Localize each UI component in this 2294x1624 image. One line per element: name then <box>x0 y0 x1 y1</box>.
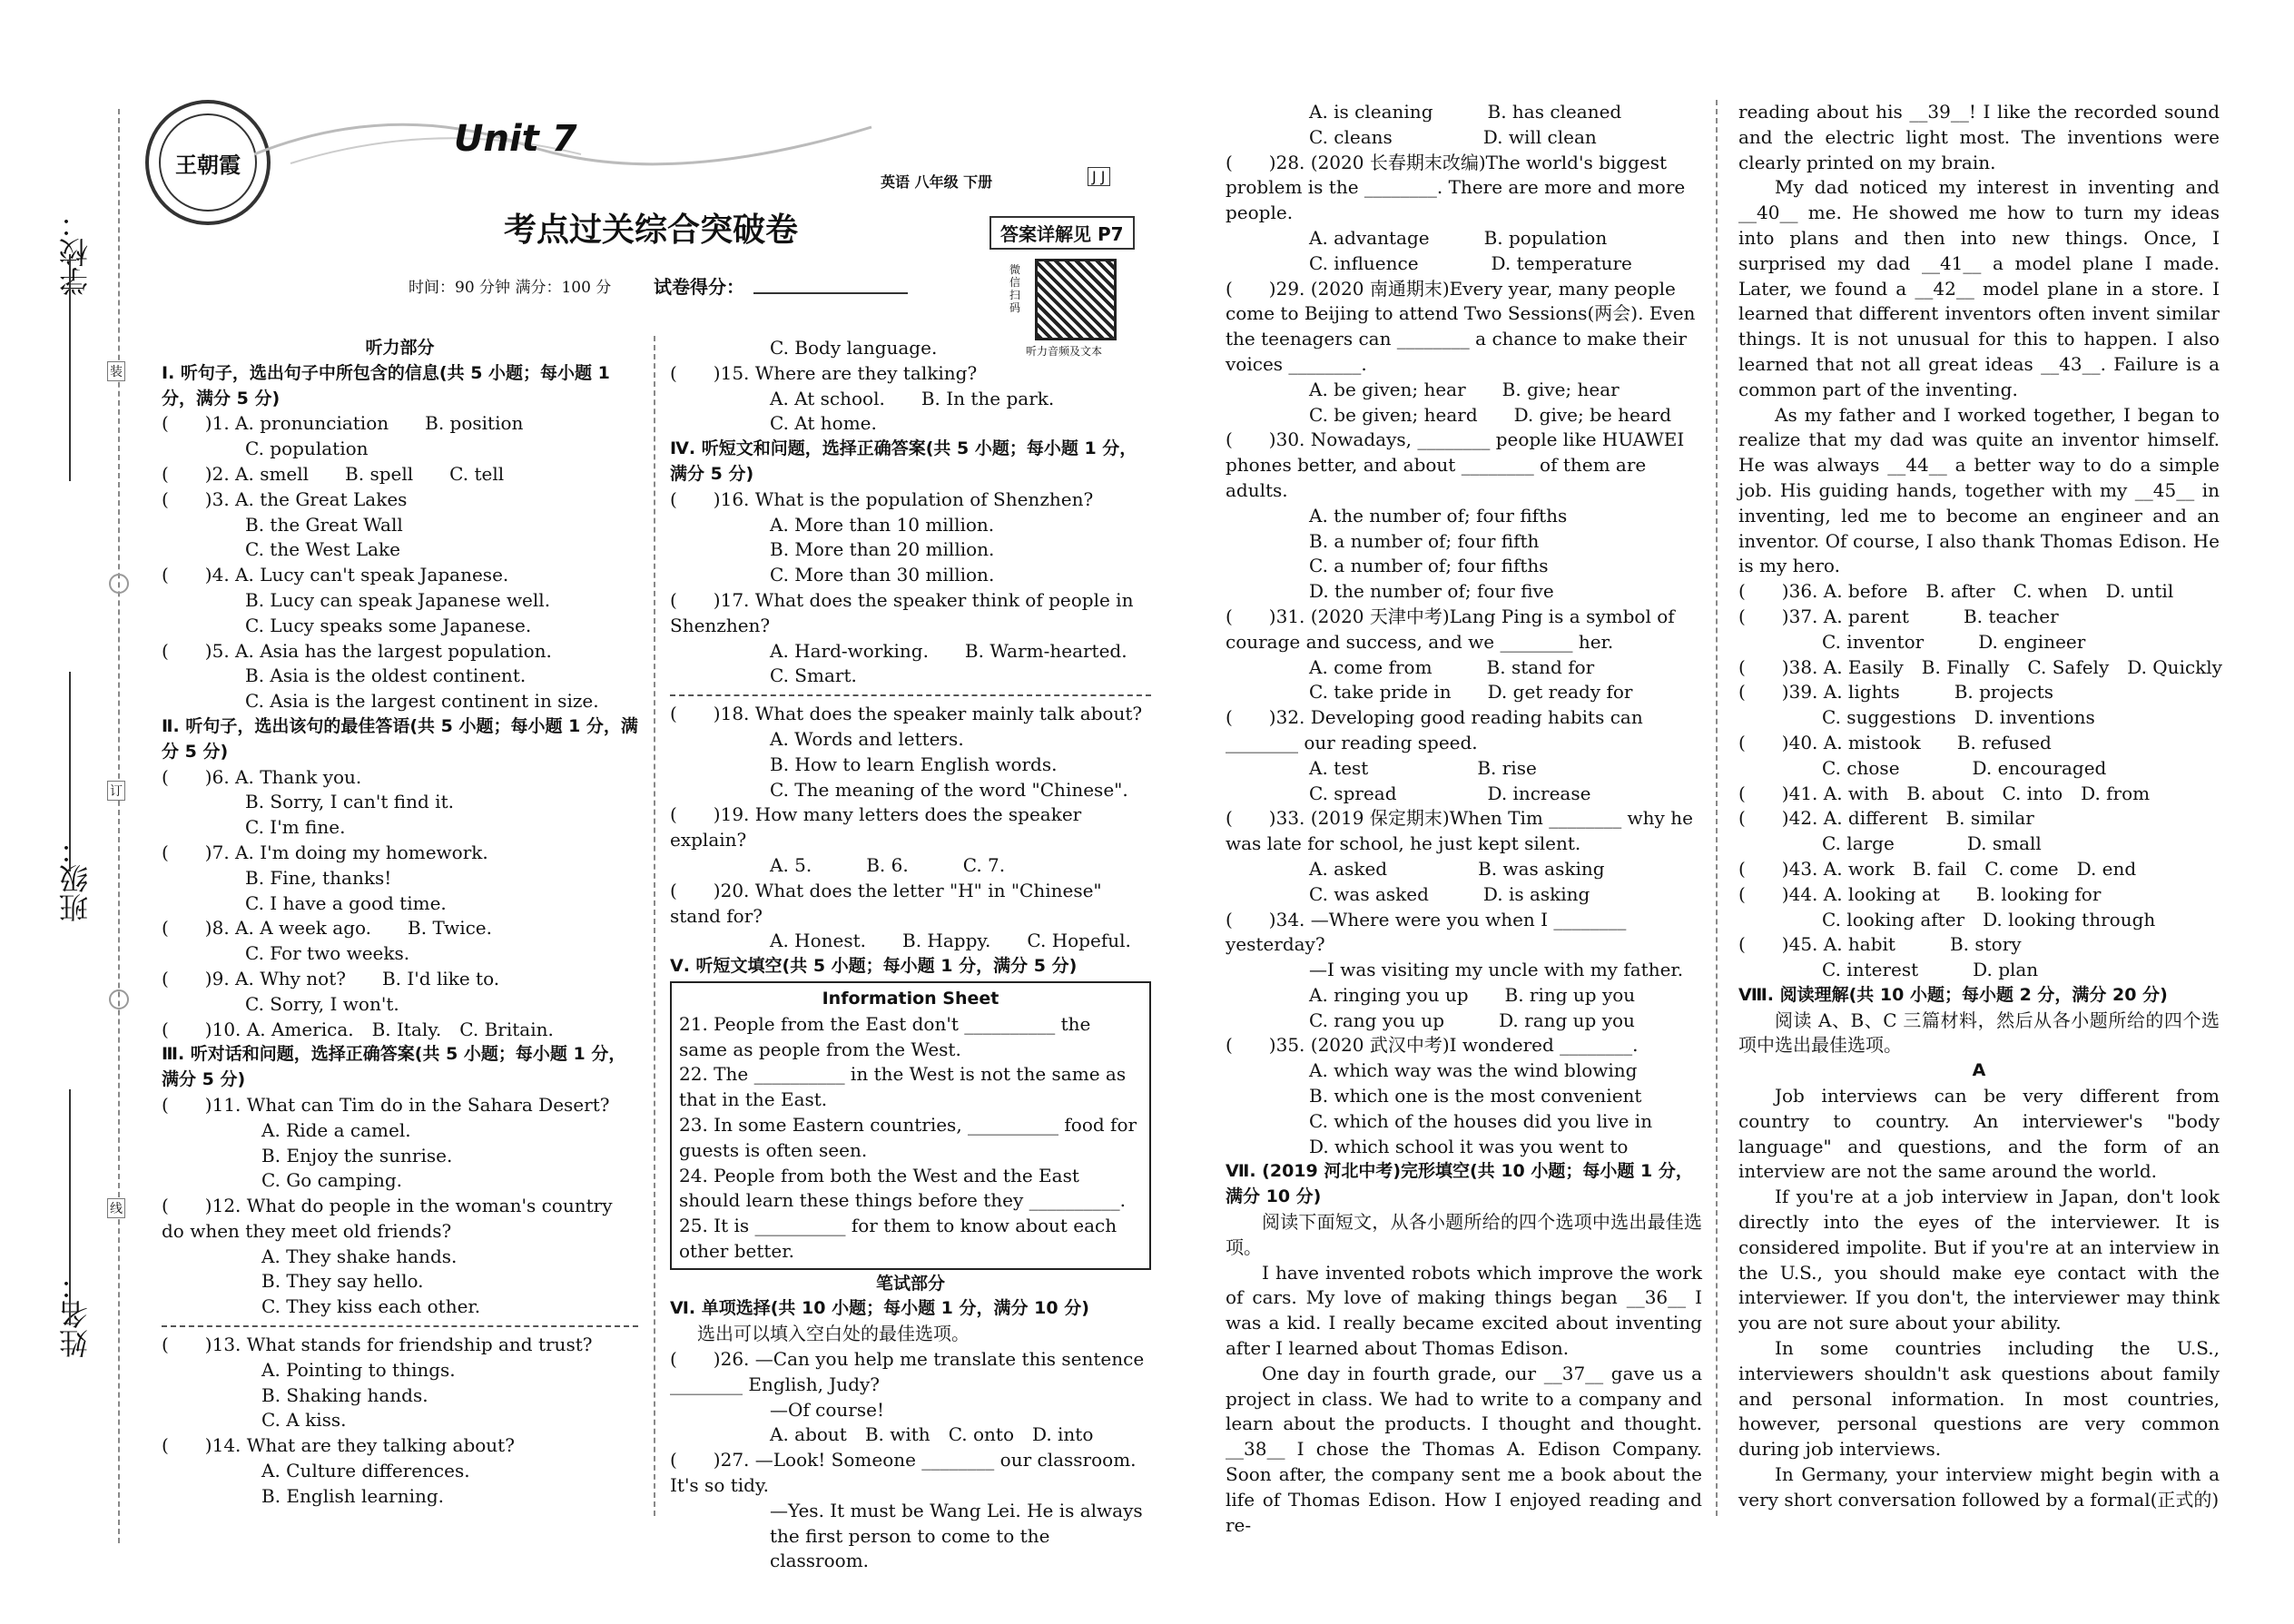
option[interactable]: B. the Great Wall <box>245 513 403 536</box>
qr-code-icon[interactable] <box>1035 259 1117 340</box>
question-4[interactable]: ( )4. A. Lucy can't speak Japanese. <box>162 564 509 586</box>
option[interactable]: C. I'm fine. <box>245 816 346 839</box>
question-13[interactable]: ( )13. What stands for friendship and trust? <box>162 1334 593 1356</box>
unit-title: Unit 7 <box>454 118 577 160</box>
qr-caption: 听力音频及文本 <box>1026 345 1103 358</box>
answer-reference: 答案详解见 P7 <box>989 216 1135 250</box>
passage-paragraph: My dad noticed my interest in inventing and __40__ me. He showed me how to turn my ideas into plans and then into new things. Once, I surprised my dad __41__ a model plane I made. Later, we found a __42__ model plane in a store. I learned that different inventors often invent similar things. It is not unusual for this to happen. I also learned that not all great ideas __43__. Failure is a common part of the inventing. <box>1738 176 2220 400</box>
question-20[interactable]: ( )20. What does the letter "H" in "Chinese" stand for? <box>670 879 1102 927</box>
option[interactable]: A. test B. rise <box>1309 756 1537 779</box>
question-44[interactable]: ( )44. A. looking at B. looking for <box>1738 882 2102 905</box>
binding-line <box>118 109 120 1543</box>
question-8[interactable]: ( )8. A. A week ago. B. Twice. <box>162 917 492 940</box>
option[interactable]: C. I have a good time. <box>245 891 447 914</box>
name-label: 姓名： <box>58 1271 93 1358</box>
binding-mark-2: 订 <box>107 781 125 801</box>
option[interactable]: B. which one is the most convenient <box>1309 1085 1642 1107</box>
option[interactable]: A. Words and letters. <box>770 727 964 750</box>
score-label: 试卷得分： <box>654 276 744 298</box>
option[interactable]: C. A kiss. <box>261 1409 347 1432</box>
option[interactable]: A. come from B. stand for <box>1309 655 1595 678</box>
question-3[interactable]: ( )3. A. the Great Lakes <box>162 487 408 510</box>
section-heading: Ⅰ. 听句子，选出句子中所包含的信息(共 5 小题；每小题 1 分，满分 5 分) <box>162 362 610 408</box>
option[interactable]: C. chose D. encouraged <box>1822 756 2107 779</box>
option[interactable]: B. English learning. <box>261 1484 445 1507</box>
blank-24[interactable]: 24. People from both the West and the East should learn these things before they __________. <box>679 1164 1127 1212</box>
option[interactable]: B. Asia is the oldest continent. <box>245 664 527 687</box>
option[interactable]: B. More than 20 million. <box>770 538 995 561</box>
option[interactable]: C. They kiss each other. <box>261 1295 481 1318</box>
question-19[interactable]: ( )19. How many letters does the speaker explain? <box>670 803 1082 851</box>
option[interactable]: C. For two weeks. <box>245 942 410 965</box>
question-10[interactable]: ( )10. A. America. B. Italy. C. Britain. <box>162 1018 554 1040</box>
question-27[interactable]: ( )27. —Look! Someone ________ our classroom. It's so tidy. <box>670 1449 1137 1497</box>
question-6[interactable]: ( )6. A. Thank you. <box>162 765 362 788</box>
option[interactable]: C. Lucy speaks some Japanese. <box>245 614 532 636</box>
option[interactable]: D. the number of; four five <box>1309 580 1554 603</box>
option[interactable]: C. take pride in D. get ready for <box>1309 681 1633 704</box>
school-label: 学校： <box>58 209 93 296</box>
question-31[interactable]: ( )31. (2020 天津中考)Lang Ping is a symbol of courage and success, and we ________ her. <box>1226 605 1675 653</box>
option[interactable]: A. Pointing to things. <box>261 1358 456 1381</box>
option[interactable]: C. was asked D. is asking <box>1309 882 1590 905</box>
question-40[interactable]: ( )40. A. mistook B. refused <box>1738 731 2052 753</box>
question-18[interactable]: ( )18. What does the speaker mainly talk about? <box>670 703 1143 725</box>
class-field[interactable] <box>69 672 71 871</box>
option[interactable]: C. large D. small <box>1822 832 2042 855</box>
option[interactable]: C. interest D. plan <box>1822 959 2039 981</box>
option[interactable]: B. They say hello. <box>261 1270 424 1293</box>
option[interactable]: B. Fine, thanks! <box>245 866 392 889</box>
option[interactable]: B. Lucy can speak Japanese well. <box>245 588 551 611</box>
option[interactable]: C. the West Lake <box>245 538 400 561</box>
passage-paragraph: As my father and I worked together, I began to realize that my dad was quite an inventor himself. He was always __44__ a better way to do a simple job. His guiding hands, together with my __45__ in inventing, led me to become an engineer and an inventor. Of course, I also thank Thomas Edison. He is my hero. <box>1738 403 2220 577</box>
question-28[interactable]: ( )28. (2020 长春期末改编)The world's biggest problem is the ________. There are more and more people. <box>1226 151 1686 224</box>
question-41[interactable]: ( )41. A. with B. about C. into D. from <box>1738 782 2151 804</box>
question-14[interactable]: ( )14. What are they talking about? <box>162 1434 515 1457</box>
question-43[interactable]: ( )43. A. work B. fail C. come D. end <box>1738 857 2137 880</box>
option[interactable]: C. The meaning of the word "Chinese". <box>770 778 1128 801</box>
option[interactable]: C. At home. <box>770 412 877 435</box>
option[interactable]: B. Sorry, I can't find it. <box>245 791 454 813</box>
option[interactable]: A. about B. with C. onto D. into <box>770 1423 1094 1446</box>
question-15[interactable]: ( )15. Where are they talking? <box>670 361 978 384</box>
option[interactable]: A. Honest. B. Happy. C. Hopeful. <box>770 930 1131 952</box>
column-3 <box>1226 100 1702 1538</box>
blank-22[interactable]: 22. The __________ in the West is not the same as that in the East. <box>679 1063 1127 1111</box>
column-4 <box>1738 100 2220 1513</box>
question-34[interactable]: ( )34. —Where were you when I ________ yesterday? <box>1226 908 1627 956</box>
option[interactable]: C. suggestions D. inventions <box>1822 706 2095 729</box>
grade-meta: 英语 八年级 下册 <box>881 173 993 191</box>
binding-mark-3: 线 <box>107 1198 125 1218</box>
question-33[interactable]: ( )33. (2019 保定期末)When Tim ________ why he was late for school, he just kept silent. <box>1226 807 1693 855</box>
question-30[interactable]: ( )30. Nowadays, ________ people like HUAWEI phones better, and about ________ of them are adults. <box>1226 428 1685 501</box>
option[interactable]: A. More than 10 million. <box>770 513 995 536</box>
question-36[interactable]: ( )36. A. before B. after C. when D. until <box>1738 580 2174 603</box>
option[interactable]: C. spread D. increase <box>1309 782 1591 804</box>
option[interactable]: C. Go camping. <box>261 1169 403 1192</box>
question-37[interactable]: ( )37. A. parent B. teacher <box>1738 605 2059 627</box>
question-12[interactable]: ( )12. What do people in the woman's country do when they meet old friends? <box>162 1195 613 1242</box>
section-heading: Ⅴ. 听短文填空(共 5 小题；每小题 1 分，满分 5 分) <box>670 956 1078 977</box>
question-5[interactable]: ( )5. A. Asia has the largest population. <box>162 639 552 662</box>
edition-badge: J J <box>1088 167 1110 186</box>
section-heading: Ⅶ. (2019 河北中考)完形填空(共 10 小题；每小题 1 分，满分 10 分) <box>1226 1161 1693 1207</box>
passage-paragraph: One day in fourth grade, our __37__ gave us a project in class. We had to write to a company and learn about the products. I thought and thought. __38__ I chose the Thomas A. Edison Company. Soon after, the company sent me a book about the life of Thomas Edison. How I enjoyed reading and re- <box>1226 1362 1702 1536</box>
passage-label: A <box>1972 1060 1986 1081</box>
time-info: 时间：90 分钟 满分：100 分 <box>409 279 612 297</box>
logo-seal <box>145 100 271 225</box>
option[interactable]: C. Sorry, I won't. <box>245 992 399 1015</box>
option[interactable]: B. How to learn English words. <box>770 753 1058 775</box>
question-39[interactable]: ( )39. A. lights B. projects <box>1738 681 2054 704</box>
column-divider <box>654 336 655 1516</box>
binding-mark-1: 装 <box>107 361 125 381</box>
option[interactable]: C. which of the houses did you live in <box>1309 1109 1653 1132</box>
question-2[interactable]: ( )2. A. smell B. spell C. tell <box>162 462 505 485</box>
information-sheet <box>670 981 1151 1270</box>
option[interactable]: A. the number of; four fifths <box>1309 504 1568 527</box>
blank-21[interactable]: 21. People from the East don't __________ the same as people from the West. <box>679 1012 1091 1060</box>
school-field[interactable] <box>69 254 71 481</box>
section-heading: Ⅷ. 阅读理解(共 10 小题；每小题 2 分，满分 20 分) <box>1738 984 2168 1005</box>
passage-paragraph: In Germany, your interview might begin with a very short conversation followed by a formal(正式的) <box>1738 1463 2220 1511</box>
section-heading: Ⅲ. 听对话和问题，选择正确答案(共 5 小题；每小题 1 分，满分 5 分) <box>162 1044 626 1090</box>
question-16[interactable]: ( )16. What is the population of Shenzhen? <box>670 487 1094 510</box>
blank-25[interactable]: 25. It is __________ for them to know about each other better. <box>679 1215 1117 1262</box>
question-35[interactable]: ( )35. (2020 武汉中考)I wondered ________. <box>1226 1034 1639 1057</box>
question-45[interactable]: ( )45. A. habit B. story <box>1738 933 2022 956</box>
info-sheet-title: Information Sheet <box>822 988 999 1009</box>
score-field[interactable] <box>753 292 908 294</box>
binding-strip <box>0 0 127 1624</box>
qr-note: 微信扫码 <box>1009 263 1021 314</box>
option[interactable]: A. They shake hands. <box>261 1245 458 1267</box>
dialog-line: —Yes. It must be Wang Lei. He is always the first person to come to the classroom. <box>770 1499 1143 1572</box>
option[interactable]: B. Enjoy the sunrise. <box>261 1144 453 1166</box>
option[interactable]: C. cleans D. will clean <box>1309 125 1597 148</box>
option[interactable]: B. Shaking hands. <box>261 1383 428 1406</box>
section-heading: 听力部分 <box>365 338 435 358</box>
option[interactable]: A. be given; hear B. give; hear <box>1309 378 1620 400</box>
exam-title: 考点过关综合突破卷 <box>504 211 799 249</box>
dialog-line: —Of course! <box>770 1398 884 1421</box>
option[interactable]: C. inventor D. engineer <box>1822 630 2086 653</box>
punch-hole-icon <box>109 989 129 1009</box>
option[interactable]: A. Culture differences. <box>261 1460 470 1482</box>
passage-paragraph: I have invented robots which improve the work of cars. My love of making things began __36__ I was a kid. I really became excited about inventing after I learned about Thomas Edison. <box>1226 1261 1702 1360</box>
blank-23[interactable]: 23. In some Eastern countries, __________ food for guests is often seen. <box>679 1113 1137 1161</box>
option[interactable]: D. which school it was you went to <box>1309 1135 1629 1157</box>
class-label: 班级： <box>58 835 93 922</box>
section-heading: Ⅵ. 单项选择(共 10 小题；每小题 1 分，满分 10 分) <box>670 1298 1089 1319</box>
option[interactable]: A. Ride a camel. <box>261 1118 411 1141</box>
question-7[interactable]: ( )7. A. I'm doing my homework. <box>162 841 488 863</box>
option[interactable]: C. influence D. temperature <box>1309 251 1632 274</box>
question-26[interactable]: ( )26. —Can you help me translate this sentence ________ English, Judy? <box>670 1348 1145 1395</box>
logo-text: 王朝霞 <box>159 113 257 212</box>
column-2 <box>670 336 1151 1574</box>
option[interactable]: A. 5. B. 6. C. 7. <box>770 853 1006 876</box>
question-32[interactable]: ( )32. Developing good reading habits can ________ our reading speed. <box>1226 706 1643 753</box>
option[interactable]: A. is cleaning B. has cleaned <box>1309 101 1622 123</box>
option[interactable]: A. advantage B. population <box>1309 226 1608 249</box>
punch-hole-icon <box>109 574 129 594</box>
question-29[interactable]: ( )29. (2020 南通期末)Every year, many people come to Beijing to attend Two Sessions(两会). Even the teenagers can ________ a chance to make their voices ________. <box>1226 277 1696 375</box>
question-42[interactable]: ( )42. A. different B. similar <box>1738 807 2034 830</box>
option[interactable]: C. More than 30 million. <box>770 564 995 586</box>
option[interactable]: C. Smart. <box>770 664 857 687</box>
option[interactable]: C. Asia is the largest continent in size. <box>245 690 599 713</box>
divider <box>162 1325 638 1327</box>
option[interactable]: C. be given; heard D. give; be heard <box>1309 403 1672 426</box>
option[interactable]: B. a number of; four fifth <box>1309 529 1540 552</box>
question-9[interactable]: ( )9. A. Why not? B. I'd like to. <box>162 967 500 989</box>
option[interactable]: C. a number of; four fifths <box>1309 555 1549 577</box>
passage-paragraph: In some countries including the U.S., interviewers shouldn't ask questions about family and personal information. In most countries, however, personal questions are very common during job interviews. <box>1738 1337 2220 1461</box>
passage-paragraph: Job interviews can be very different from country to country. An interviewer's "body language" and questions, and the form of an interview are not the same around the world. <box>1738 1085 2220 1183</box>
option[interactable]: C. Body language. <box>770 337 938 359</box>
passage-paragraph: reading about his __39__! I like the recorded sound and the electric light most. The inventions were clearly printed on my brain. <box>1738 101 2220 173</box>
option[interactable]: C. rang you up D. rang up you <box>1309 1009 1635 1031</box>
option[interactable]: C. population <box>245 438 369 460</box>
name-field[interactable] <box>69 1089 71 1325</box>
instruction: 阅读下面短文，从各小题所给的四个选项中选出最佳选项。 <box>1226 1211 1702 1258</box>
option[interactable]: A. At school. B. In the park. <box>770 387 1055 409</box>
question-38[interactable]: ( )38. A. Easily B. Finally C. Safely D. Quickly <box>1738 655 2222 678</box>
section-heading: 笔试部分 <box>875 1273 945 1294</box>
passage-paragraph: If you're at a job interview in Japan, don't look directly into the eyes of the interviewer. It is considered impolite. But if you're at an interview in the U.S., you should make eye contact with the interviewer. If you don't, the interviewer may think you are not sure about your ability. <box>1738 1186 2220 1334</box>
instruction: 阅读 A、B、C 三篇材料，然后从各小题所给的四个选项中选出最佳选项。 <box>1738 1009 2220 1057</box>
dialog-line: —I was visiting my uncle with my father. <box>1309 959 1684 981</box>
option[interactable]: C. looking after D. looking through <box>1822 908 2156 930</box>
column-divider <box>1716 100 1718 1516</box>
divider <box>670 694 1151 696</box>
question-1[interactable]: ( )1. A. pronunciation B. position <box>162 412 524 435</box>
option[interactable]: A. ringing you up B. ring up you <box>1309 983 1636 1006</box>
column-1 <box>162 336 638 1510</box>
question-17[interactable]: ( )17. What does the speaker think of people in Shenzhen? <box>670 588 1134 636</box>
section-heading: Ⅱ. 听句子，选出该句的最佳答语(共 5 小题；每小题 1 分，满分 5 分) <box>162 715 638 762</box>
option[interactable]: A. asked B. was asking <box>1309 857 1605 880</box>
instruction: 选出可以填入空白处的最佳选项。 <box>697 1323 970 1345</box>
option[interactable]: A. which way was the wind blowing <box>1309 1059 1638 1082</box>
section-heading: Ⅳ. 听短文和问题，选择正确答案(共 5 小题；每小题 1 分，满分 5 分) <box>670 438 1137 484</box>
option[interactable]: A. Hard-working. B. Warm-hearted. <box>770 639 1127 662</box>
question-11[interactable]: ( )11. What can Tim do in the Sahara Desert? <box>162 1093 610 1116</box>
